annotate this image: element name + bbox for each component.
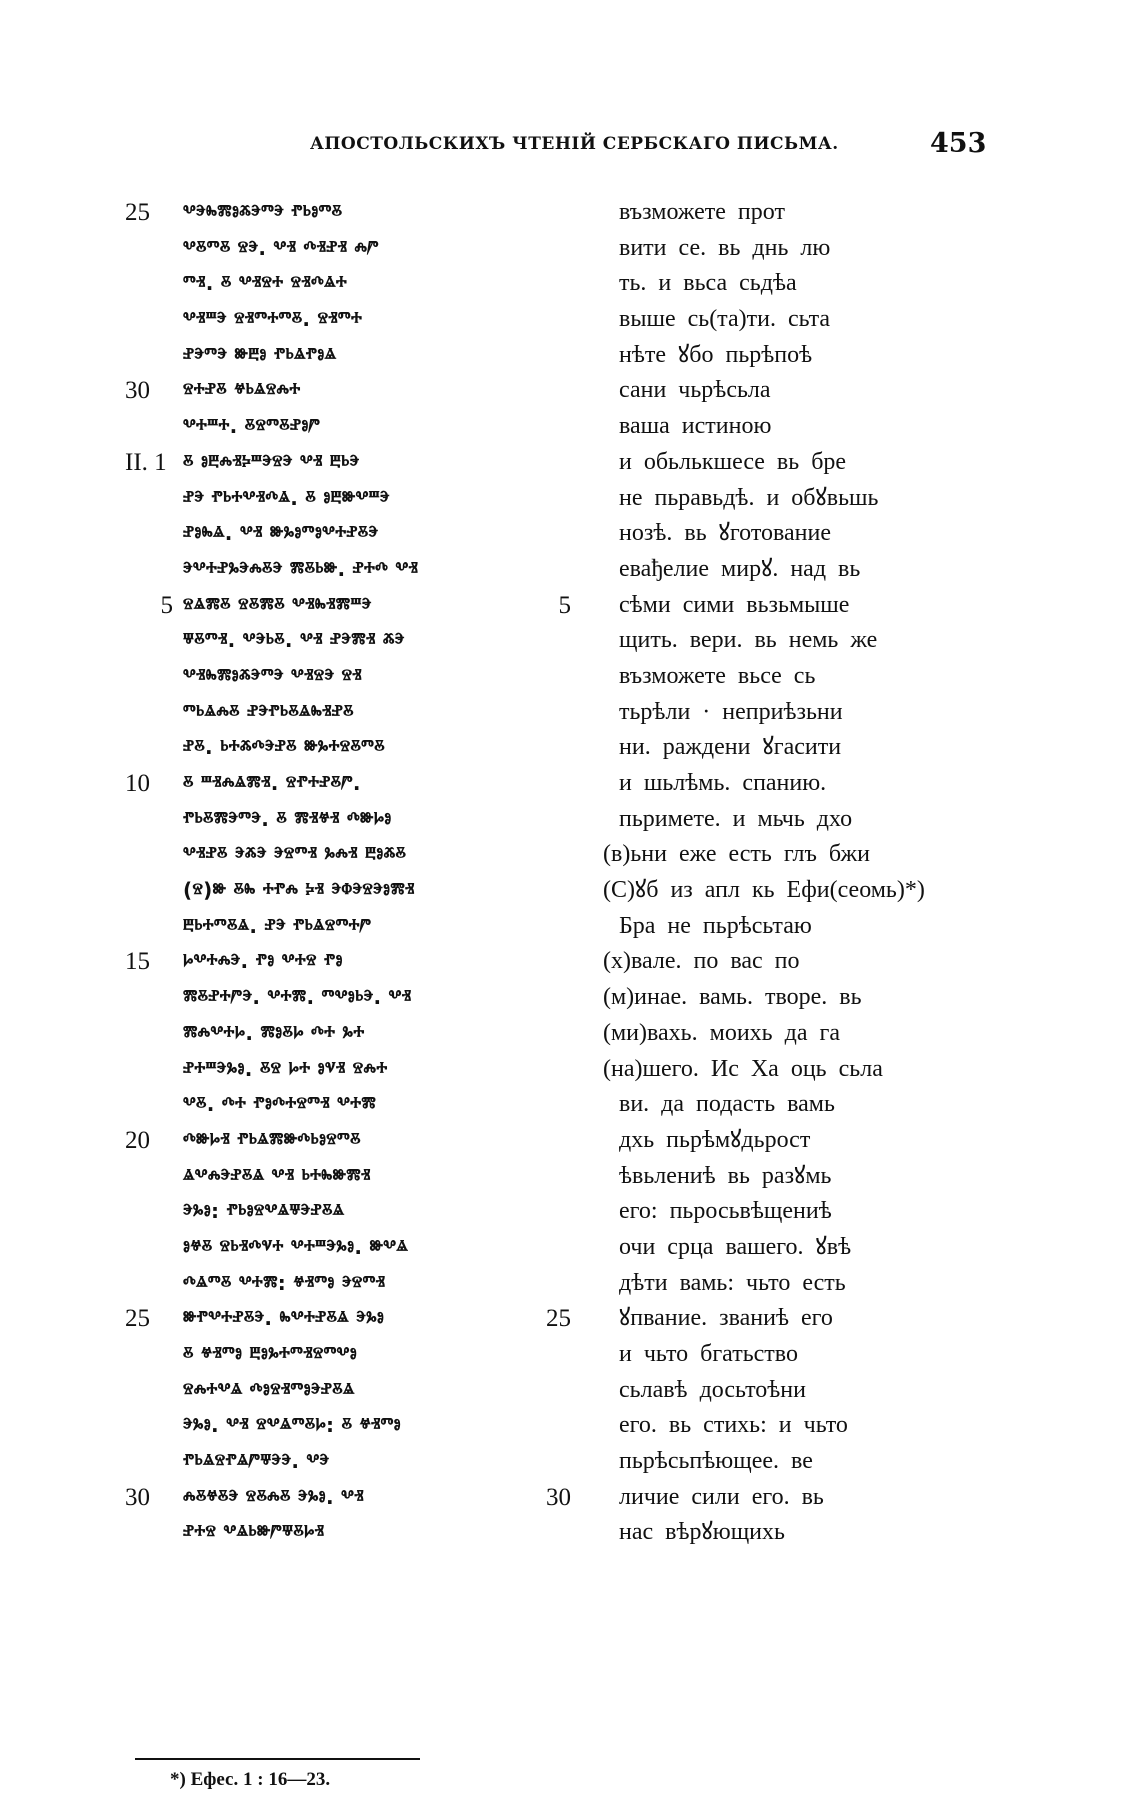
glagolitic-column	[125, 195, 575, 1551]
left-line	[125, 1480, 575, 1516]
line-text: ⰲⱐⱎⰵ ⱄⱐⱅⰰⱅⰻ. ⱄⱐⱅⰰ	[183, 307, 363, 332]
right-line	[575, 1408, 1005, 1444]
line-text: възможете прот	[619, 199, 785, 225]
line-number: 15	[125, 948, 150, 976]
right-line	[575, 231, 1005, 267]
left-line	[125, 552, 575, 588]
left-line	[125, 516, 575, 552]
right-line	[575, 837, 1005, 873]
page-number: 453	[930, 128, 987, 159]
line-text: ⱑⰲⰾⰵⱀⰻⱑ ⰲⱐ ⱃⰰⰸⱆⰿⱐ	[183, 1163, 371, 1188]
right-line	[575, 195, 1005, 231]
line-text: личие сили его. вь	[619, 1483, 824, 1510]
left-line	[125, 909, 575, 945]
line-text: щить. вери. вь немь же	[619, 627, 878, 654]
line-text: ꙋпвание. званиѣ его	[619, 1305, 833, 1332]
line-text: ⰵⰳⱁ: ⱂⱃⱁⱄⰲⱑⱋⰵⱀⰻⱑ	[183, 1199, 345, 1224]
line-text: пьрѣсьпѣющее. ве	[619, 1448, 813, 1475]
right-line	[575, 1087, 1005, 1123]
line-number: 5	[160, 591, 173, 619]
left-line	[125, 730, 575, 766]
line-text: его: пьросьвѣщениѣ	[619, 1198, 832, 1225]
left-line	[125, 445, 575, 481]
line-text: нѣте ꙋбо пьрѣпоѣ	[619, 341, 813, 368]
left-line	[125, 766, 575, 802]
line-number: 30	[125, 1483, 150, 1511]
right-line	[575, 302, 1005, 338]
line-text: ⱀⰰⱎⰵⰳⱁ. ⰻⱄ ⱈⰰ ⱁⱌⱐ ⱄⰾⰰ	[183, 1056, 388, 1081]
right-line	[575, 1266, 1005, 1302]
line-text: ни. раждени ꙋгасити	[619, 734, 842, 761]
right-line	[575, 1373, 1005, 1409]
line-text: тьрѣли · неприѣзьни	[619, 698, 843, 725]
left-line	[125, 1087, 575, 1123]
line-text: и обьлькшесе вь бре	[619, 448, 847, 475]
line-text: дхь пьрѣмꙋдьрост	[619, 1126, 811, 1153]
left-line	[125, 980, 575, 1016]
right-line	[575, 481, 1005, 517]
line-text: ⱋⰻⱅⱐ. ⰲⰵⱃⰻ. ⰲⱐ ⱀⰵⰿⱐ ⰶⰵ	[183, 628, 405, 653]
left-line	[125, 1016, 575, 1052]
right-line	[575, 552, 1005, 588]
line-text: ⱀⰵⱅⰵ ⱆⰱⱁ ⱂⱃⱑⱂⱁⱑ	[183, 342, 337, 367]
line-number: II. 1	[125, 448, 167, 476]
left-line	[125, 588, 575, 624]
line-text: сѣми сими вьзьмыше	[619, 591, 850, 618]
right-line	[575, 766, 1005, 802]
line-number: 25	[546, 1305, 571, 1333]
left-line	[125, 873, 575, 909]
line-number: 20	[125, 1126, 150, 1154]
left-line	[125, 373, 575, 409]
left-line	[125, 659, 575, 695]
line-text: ⰲⱐⰸⰿⱁⰶⰵⱅⰵ ⰲⱐⱄⰵ ⱄⱐ	[183, 663, 362, 688]
line-text: ⰿⰾⰲⰰⱈ. ⰿⱁⰻⱈ ⰴⰰ ⰳⰰ	[183, 1020, 365, 1045]
right-line	[575, 338, 1005, 374]
line-text: ⱀⰵ ⱂⱃⰰⰲⱐⰴⱑ. ⰻ ⱁⰱⱆⰲⱎⰵ	[183, 485, 390, 510]
line-text: ть. и вьса сьдѣа	[619, 270, 797, 297]
line-text: ви. да подасть вамь	[619, 1091, 835, 1118]
left-line	[125, 1052, 575, 1088]
right-line	[575, 1052, 1005, 1088]
left-line	[125, 1194, 575, 1230]
left-line	[125, 1266, 575, 1302]
line-text: ⱅⱃⱑⰾⰻ ⱀⰵⱂⱃⰻⱑⰸⱐⱀⰻ	[183, 699, 354, 724]
line-text: ⰻ ⱁⰱⰾⱐⰽⱎⰵⱄⰵ ⰲⱐ ⰱⱃⰵ	[183, 449, 360, 474]
right-line	[575, 1337, 1005, 1373]
line-text: (м)инаe. вамь. творе. вь	[603, 984, 862, 1011]
line-number: 10	[125, 770, 150, 797]
cyrillic-column	[546, 195, 1005, 1551]
line-text: ⱄⰰⱀⰻ ⱍⱃⱑⱄⰾⰰ	[183, 378, 301, 403]
left-line	[125, 1408, 575, 1444]
line-number: 30	[546, 1483, 571, 1511]
left-line	[125, 1301, 575, 1337]
line-text: и шьлѣмь. спанию.	[619, 770, 827, 796]
line-text: ⰲⰰⱎⰰ. ⰻⱄⱅⰻⱀⱁⱓ	[183, 414, 321, 439]
left-line	[125, 338, 575, 374]
line-text: (С)ꙋб из апл кь Ефи(сеомь)*)	[603, 877, 925, 904]
left-line	[125, 1230, 575, 1266]
line-text: ⱄⱑⰿⰻ ⱄⰻⰿⰻ ⰲⱐⰸⱐⰿⱎⰵ	[183, 592, 372, 617]
left-line	[125, 1123, 575, 1159]
line-text: ⰲⰵⰸⰿⱁⰶⰵⱅⰵ ⱂⱃⱁⱅⰻ	[183, 200, 343, 224]
line-text: и чьто бгатьство	[619, 1341, 798, 1367]
left-line	[125, 481, 575, 517]
left-line	[125, 266, 575, 302]
right-line	[575, 1016, 1005, 1052]
right-line	[558, 588, 1005, 624]
left-line	[125, 195, 575, 231]
line-text: (в)ьни еже есть глъ бжи	[603, 841, 870, 868]
line-text: ⰲⰻ. ⰴⰰ ⱂⱁⰴⰰⱄⱅⱐ ⰲⰰⰿ	[183, 1092, 377, 1117]
right-line	[575, 1230, 1005, 1266]
line-text: вити се. вь днь лю	[619, 234, 831, 261]
right-line	[575, 1444, 1005, 1480]
line-text: ⱂⱃⰻⰿⰵⱅⰵ. ⰻ ⰿⱐⱍⱐ ⰴⱆⱈⱁ	[183, 806, 392, 831]
line-text: ⱁⱍⰻ ⱄⱃⱐⰴⱌⰰ ⰲⰰⱎⰵⰳⱁ. ⱆⰲⱑ	[183, 1234, 409, 1259]
right-line	[575, 730, 1005, 766]
left-line	[125, 837, 575, 873]
right-line	[575, 1194, 1005, 1230]
right-line	[575, 516, 1005, 552]
line-text: ѣвьлениѣ вь разꙋмь	[619, 1162, 832, 1189]
line-number: 25	[125, 199, 150, 226]
right-line	[575, 944, 1005, 980]
right-line	[575, 1123, 1005, 1159]
line-text: ⰴⱑⱅⰻ ⰲⰰⰿ: ⱍⱐⱅⱁ ⰵⱄⱅⱐ	[183, 1270, 386, 1295]
line-text: (ⱄ)ⱆ ⰻⰸ ⰰⱂⰾ ⰽⱐ ⰵⱇⰵⱄⰵⱁⰿⱐ	[183, 878, 415, 903]
left-line	[125, 944, 575, 980]
line-text: Бра не пьрѣсьтаю	[619, 912, 812, 939]
line-text: ⰱⱃⰰⱅⰻⱑ. ⱀⰵ ⱂⱃⱑⱄⱅⰰⱓ	[183, 913, 372, 938]
line-text: (ми)вахь. моихь да гa	[603, 1019, 840, 1046]
left-line	[125, 695, 575, 731]
line-text: ⱀⰻ. ⱃⰰⰶⰴⰵⱀⰻ ⱆⰳⰰⱄⰻⱅⰻ	[183, 735, 385, 760]
line-text: ⱂⱃⱑⱄⱂⱑⱓⱋⰵⰵ. ⰲⰵ	[183, 1449, 330, 1474]
right-line	[575, 1515, 1005, 1551]
line-number: 5	[558, 591, 571, 619]
line-text: ⰻ ⱎⱐⰾⱑⰿⱐ. ⱄⱂⰰⱀⰻⱓ.	[183, 771, 361, 795]
line-text: ⱀⱁⰸⱑ. ⰲⱐ ⱆⰳⱁⱅⱁⰲⰰⱀⰻⰵ	[183, 521, 379, 546]
right-line	[575, 659, 1005, 695]
line-text: (на)шего. Ис Ха оць сьла	[603, 1055, 883, 1082]
running-title: АПОСТОЛЬСКИХЪ ЧТЕНІЙ СЕРБСКАГО ПИСЬМА.	[310, 134, 839, 154]
left-line	[125, 231, 575, 267]
left-line	[125, 409, 575, 445]
left-line	[125, 1337, 575, 1373]
line-text: не пьравьдѣ. и обꙋвьшь	[619, 484, 879, 511]
line-text: ⰵⰲⰰⱀⰳⰵⰾⰻⰵ ⰿⰻⱃⱆ. ⱀⰰⰴ ⰲⱐ	[183, 556, 419, 581]
right-line	[575, 695, 1005, 731]
line-text: ⰵⰳⱁ. ⰲⱐ ⱄⰲⱑⱅⰻⱈ: ⰻ ⱍⱐⱅⱁ	[183, 1413, 401, 1438]
line-text: ⱅⱐ. ⰻ ⰲⱐⱄⰰ ⱄⱐⰴⱑⰰ	[183, 271, 348, 296]
line-text: пьримете. и мьчь дхо	[619, 805, 853, 832]
line-text: ⱄⰾⰰⰲⱑ ⰴⱁⱄⱐⱅⱁⰵⱀⰻⱑ	[183, 1377, 355, 1402]
line-text: очи срца вашего. ꙋвѣ	[619, 1233, 852, 1260]
line-text: ваша истиною	[619, 413, 772, 440]
line-text: сьлавѣ досьтоѣни	[619, 1376, 806, 1403]
line-text: ⰾⰻⱍⰻⰵ ⱄⰻⰾⰻ ⰵⰳⱁ. ⰲⱐ	[183, 1484, 364, 1509]
left-line	[125, 623, 575, 659]
right-line	[575, 909, 1005, 945]
running-header	[270, 128, 987, 159]
right-line	[575, 873, 1005, 909]
footnote-rule	[135, 1758, 420, 1760]
right-line	[575, 266, 1005, 302]
line-text: выше сь(та)ти. сьта	[619, 306, 831, 333]
line-text: ⰿⰻⱀⰰⱓⰵ. ⰲⰰⰿ. ⱅⰲⱁⱃⰵ. ⰲⱐ	[183, 985, 412, 1010]
right-line	[546, 1301, 1005, 1337]
right-line	[575, 980, 1005, 1016]
left-line	[125, 1515, 575, 1551]
left-line	[125, 1373, 575, 1409]
line-text: ⰴⱆⱈⱐ ⱂⱃⱑⰿⱆⰴⱃⱁⱄⱅⰻ	[183, 1127, 361, 1152]
left-line	[125, 802, 575, 838]
line-text: ⰲⰻⱅⰻ ⱄⰵ. ⰲⱐ ⰴⱐⱀⱐ ⰾⱓ	[183, 235, 379, 260]
line-text: ⱆⱂⰲⰰⱀⰻⰵ. ⰸⰲⰰⱀⰻⱑ ⰵⰳⱁ	[183, 1306, 385, 1331]
footnote: *) Ефес. 1 : 16—23.	[170, 1769, 331, 1790]
right-line	[575, 623, 1005, 659]
right-line	[575, 802, 1005, 838]
line-number: 30	[125, 377, 150, 405]
line-text: нозѣ. вь ꙋготование	[619, 520, 831, 547]
line-text: ⰲⱐⱀⰻ ⰵⰶⰵ ⰵⱄⱅⱐ ⰳⰾⱐ ⰱⱁⰶⰻ	[183, 842, 407, 867]
line-text: сани чьрѣсьла	[619, 377, 771, 404]
line-text: его. вь стихь: и чьто	[619, 1412, 848, 1439]
line-text: (х)вале. по вас по	[603, 948, 800, 975]
line-text: ⱈⰲⰰⰾⰵ. ⱂⱁ ⰲⰰⱄ ⱂⱁ	[183, 949, 343, 974]
left-line	[125, 1444, 575, 1480]
right-line	[575, 1159, 1005, 1195]
line-number: 25	[125, 1305, 150, 1333]
line-text: ⱀⰰⱄ ⰲⱑⱃⱆⱓⱋⰻⱈⱐ	[183, 1520, 325, 1545]
line-text: възможете вьсе сь	[619, 662, 816, 689]
right-line	[546, 1480, 1005, 1516]
left-line	[125, 302, 575, 338]
line-text: евађелие мирꙋ. над вь	[619, 555, 861, 582]
right-line	[575, 445, 1005, 481]
line-text: дѣти вамь: чьто есть	[619, 1269, 846, 1296]
line-text: нас вѣрꙋющихь	[619, 1519, 785, 1546]
left-line	[125, 1159, 575, 1195]
line-text: ⰻ ⱍⱐⱅⱁ ⰱⱁⰳⰰⱅⱐⱄⱅⰲⱁ	[183, 1342, 358, 1366]
right-line	[575, 373, 1005, 409]
right-line	[575, 409, 1005, 445]
